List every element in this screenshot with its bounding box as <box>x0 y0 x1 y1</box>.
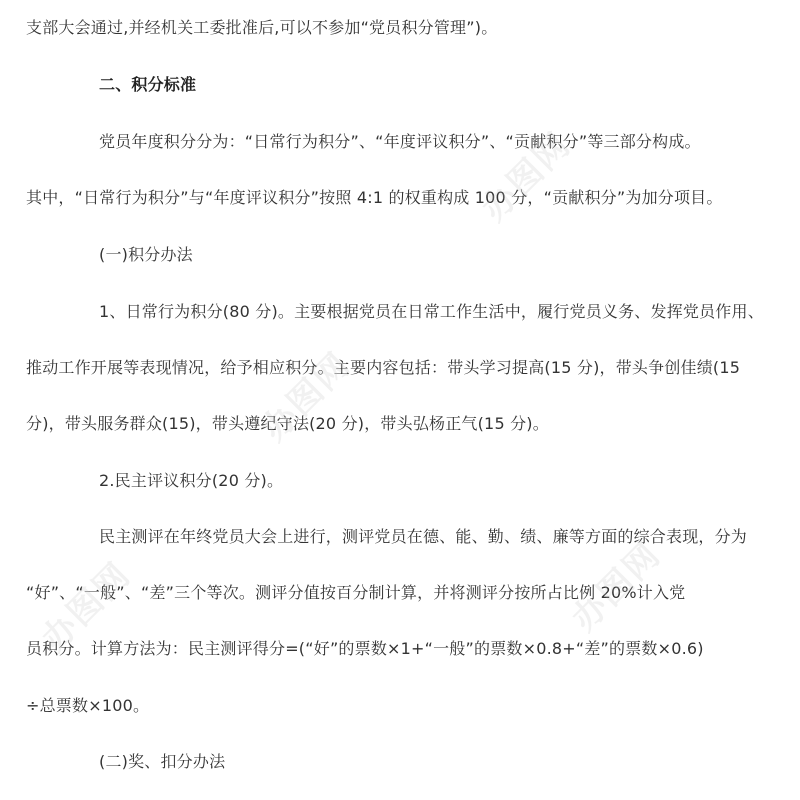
paragraph-line: 党员年度积分分为：“日常行为积分”、“年度评议积分”、“贡献积分”等三部分构成。 <box>99 132 701 151</box>
paragraph-line: 其中，“日常行为积分”与“年度评议积分”按照 4:1 的权重构成 100 分，“贡献积分”为加分项目。 <box>26 188 723 207</box>
section-heading-scoring-standard: 二、积分标准 <box>99 75 197 94</box>
paragraph-line: 推动工作开展等表现情况，给予相应积分。主要内容包括：带头学习提高(15 分)，带头争创佳绩(15 <box>26 358 741 377</box>
watermark: 办图网 <box>474 124 579 230</box>
paragraph-line: 1、日常行为积分(80 分)。主要根据党员在日常工作生活中，履行党员义务、发挥党员作用、 <box>99 302 764 321</box>
paragraph-line-continued: 支部大会通过,并经机关工委批准后,可以不参加“党员积分管理”)。 <box>26 18 498 37</box>
paragraph-line: 2.民主评议积分(20 分)。 <box>99 471 284 490</box>
watermark: 办图网 <box>254 344 359 450</box>
paragraph-line: 分)，带头服务群众(15)，带头遵纪守法(20 分)，带头弘杨正气(15 分)。 <box>26 414 549 433</box>
paragraph-line: 民主测评在年终党员大会上进行，测评党员在德、能、勤、绩、廉等方面的综合表现，分为 <box>99 527 748 546</box>
subsection-heading-reward-deduction: (二)奖、扣分办法 <box>99 752 226 771</box>
watermark: 办图网 <box>564 534 669 640</box>
paragraph-line: ÷总票数×100。 <box>26 696 150 715</box>
subsection-heading-scoring-method: (一)积分办法 <box>99 245 193 264</box>
watermark: 办图网 <box>34 554 139 660</box>
paragraph-line: 员积分。计算方法为：民主测评得分=(“好”的票数×1+“一般”的票数×0.8+“差”的票数×0.6) <box>26 639 704 658</box>
paragraph-line: “好”、“一般”、“差”三个等次。测评分值按百分制计算，并将测评分按所占比例 20%计入党 <box>26 583 686 602</box>
